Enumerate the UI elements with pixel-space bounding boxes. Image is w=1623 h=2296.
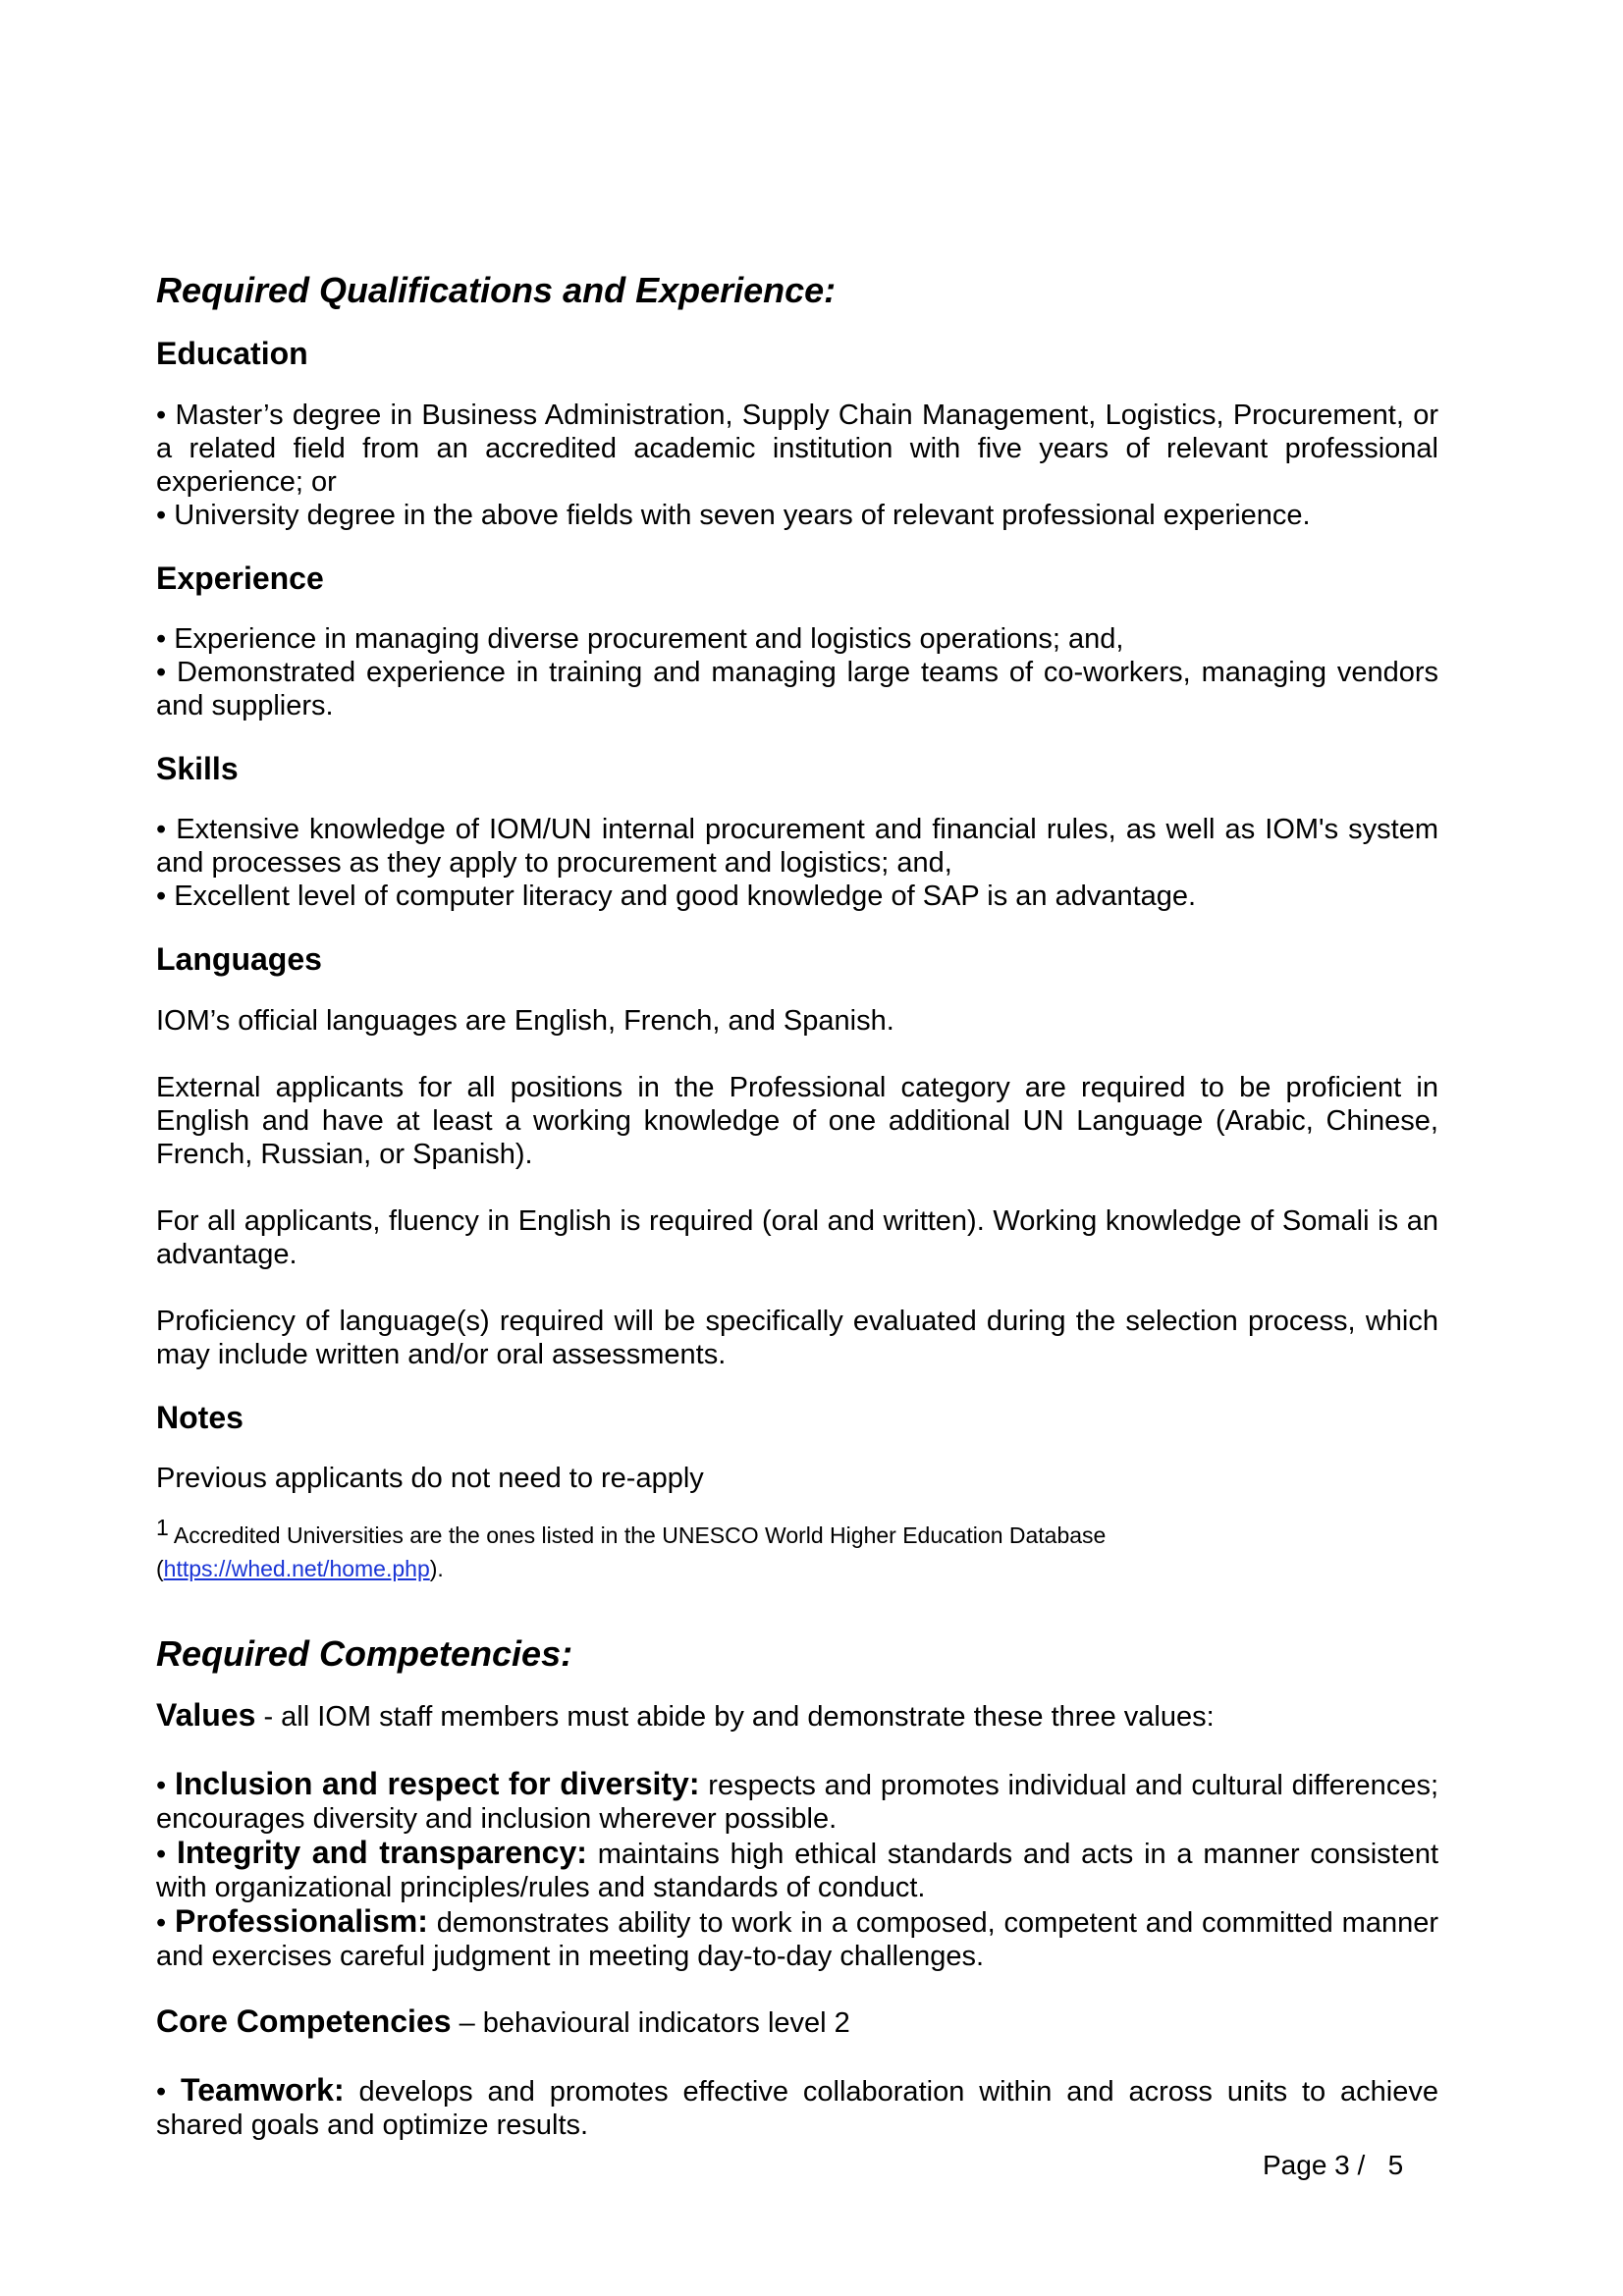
languages-paragraph: For all applicants, fluency in English is required (oral and written). Working knowledge of Somali is an advantage. [156, 1204, 1438, 1270]
experience-heading: Experience [156, 560, 324, 596]
value-text: respects and promotes individual and cultural differences; encourages diversity and inclusion wherever possible. [156, 1770, 1438, 1836]
footnote-line [156, 1511, 1438, 1552]
footnote-link-line [156, 1552, 1438, 1585]
value-term: Inclusion and respect for diversity: [174, 1766, 700, 1802]
values-intro-text: - all IOM staff members must abide by and demonstrate these three values: [255, 1701, 1215, 1734]
education-item: • Master’s degree in Business Administration, Supply Chain Management, Logistics, Procurement, or a related field from an accredited academic institution with five years of relevant professional experience; or [156, 399, 1438, 498]
footnote-paren-close: ). [429, 1556, 444, 1582]
education-item: • University degree in the above fields with seven years of relevant professional experience. [156, 499, 1311, 531]
skills-item: • Extensive knowledge of IOM/UN internal procurement and financial rules, as well as IOM's system and processes as they apply to procurement and logistics; and, [156, 814, 1438, 880]
languages-paragraph: IOM’s official languages are English, French, and Spanish. [156, 1004, 894, 1037]
core-term: Core Competencies [156, 2003, 452, 2040]
document-page [156, 265, 1438, 2142]
value-item [156, 1767, 1438, 1836]
whed-link[interactable]: https://whed.net/home.php [163, 1556, 430, 1582]
notes-text: Previous applicants do not need to re-apply [156, 1463, 704, 1495]
qualifications-heading: Required Qualifications and Experience: [156, 270, 837, 310]
value-item [156, 1836, 1438, 1904]
skills-item: • Excellent level of computer literacy and good knowledge of SAP is an advantage. [156, 881, 1197, 913]
core-item [156, 2073, 1438, 2142]
notes-heading: Notes [156, 1399, 243, 1435]
core-intro-text: – behavioural indicators level 2 [451, 2007, 850, 2040]
value-text: maintains high ethical standards and acts in a manner consistent with organizational principles/rules and standards of conduct. [156, 1839, 1439, 1904]
bullet: • [156, 2076, 182, 2109]
footnote-marker: 1 [156, 1515, 169, 1541]
value-term: Integrity and transparency: [176, 1835, 587, 1871]
value-term: Professionalism: [175, 1903, 428, 1940]
skills-list [156, 813, 1438, 913]
values-list [156, 1767, 1438, 1973]
education-heading: Education [156, 336, 308, 372]
footnote-paren-open: ( [156, 1556, 164, 1582]
skills-heading: Skills [156, 750, 239, 786]
core-text: develops and promotes effective collaboration within and across units to achieve shared goals and optimize results. [156, 2076, 1438, 2142]
core-intro [156, 2004, 1438, 2040]
experience-item: • Demonstrated experience in training and managing large teams of co-workers, managing vendors and suppliers. [156, 656, 1438, 721]
core-list [156, 2073, 1438, 2142]
core-term-item: Teamwork: [181, 2072, 345, 2109]
values-term: Values [156, 1697, 256, 1734]
page-number: Page 3 / 5 [1263, 2150, 1404, 2180]
experience-item: • Experience in managing diverse procurement and logistics operations; and, [156, 622, 1124, 655]
bullet: • [156, 1770, 175, 1802]
footnote-text: Accredited Universities are the ones listed in the UNESCO World Higher Education Database [173, 1522, 1107, 1549]
bullet: • [156, 1839, 177, 1871]
languages-heading: Languages [156, 941, 322, 978]
values-intro [156, 1698, 1438, 1734]
footnote [156, 1511, 1438, 1585]
languages-paragraph: Proficiency of language(s) required will be specifically evaluated during the selection process, which may include written and/or oral assessments. [156, 1305, 1438, 1370]
bullet: • [156, 1907, 176, 1940]
competencies-heading: Required Competencies: [156, 1633, 573, 1675]
experience-list [156, 622, 1438, 722]
education-list [156, 399, 1438, 532]
languages-paragraph: External applicants for all positions in the Professional category are required to be proficient in English and have at least a working knowledge of one additional UN Language (Arabic, Chinese, French, Russian, or Spanish). [156, 1071, 1438, 1170]
value-text: demonstrates ability to work in a composed, competent and committed manner and exercises careful judgment in meeting day-to-day challenges. [156, 1907, 1438, 1973]
value-item [156, 1904, 1438, 1973]
